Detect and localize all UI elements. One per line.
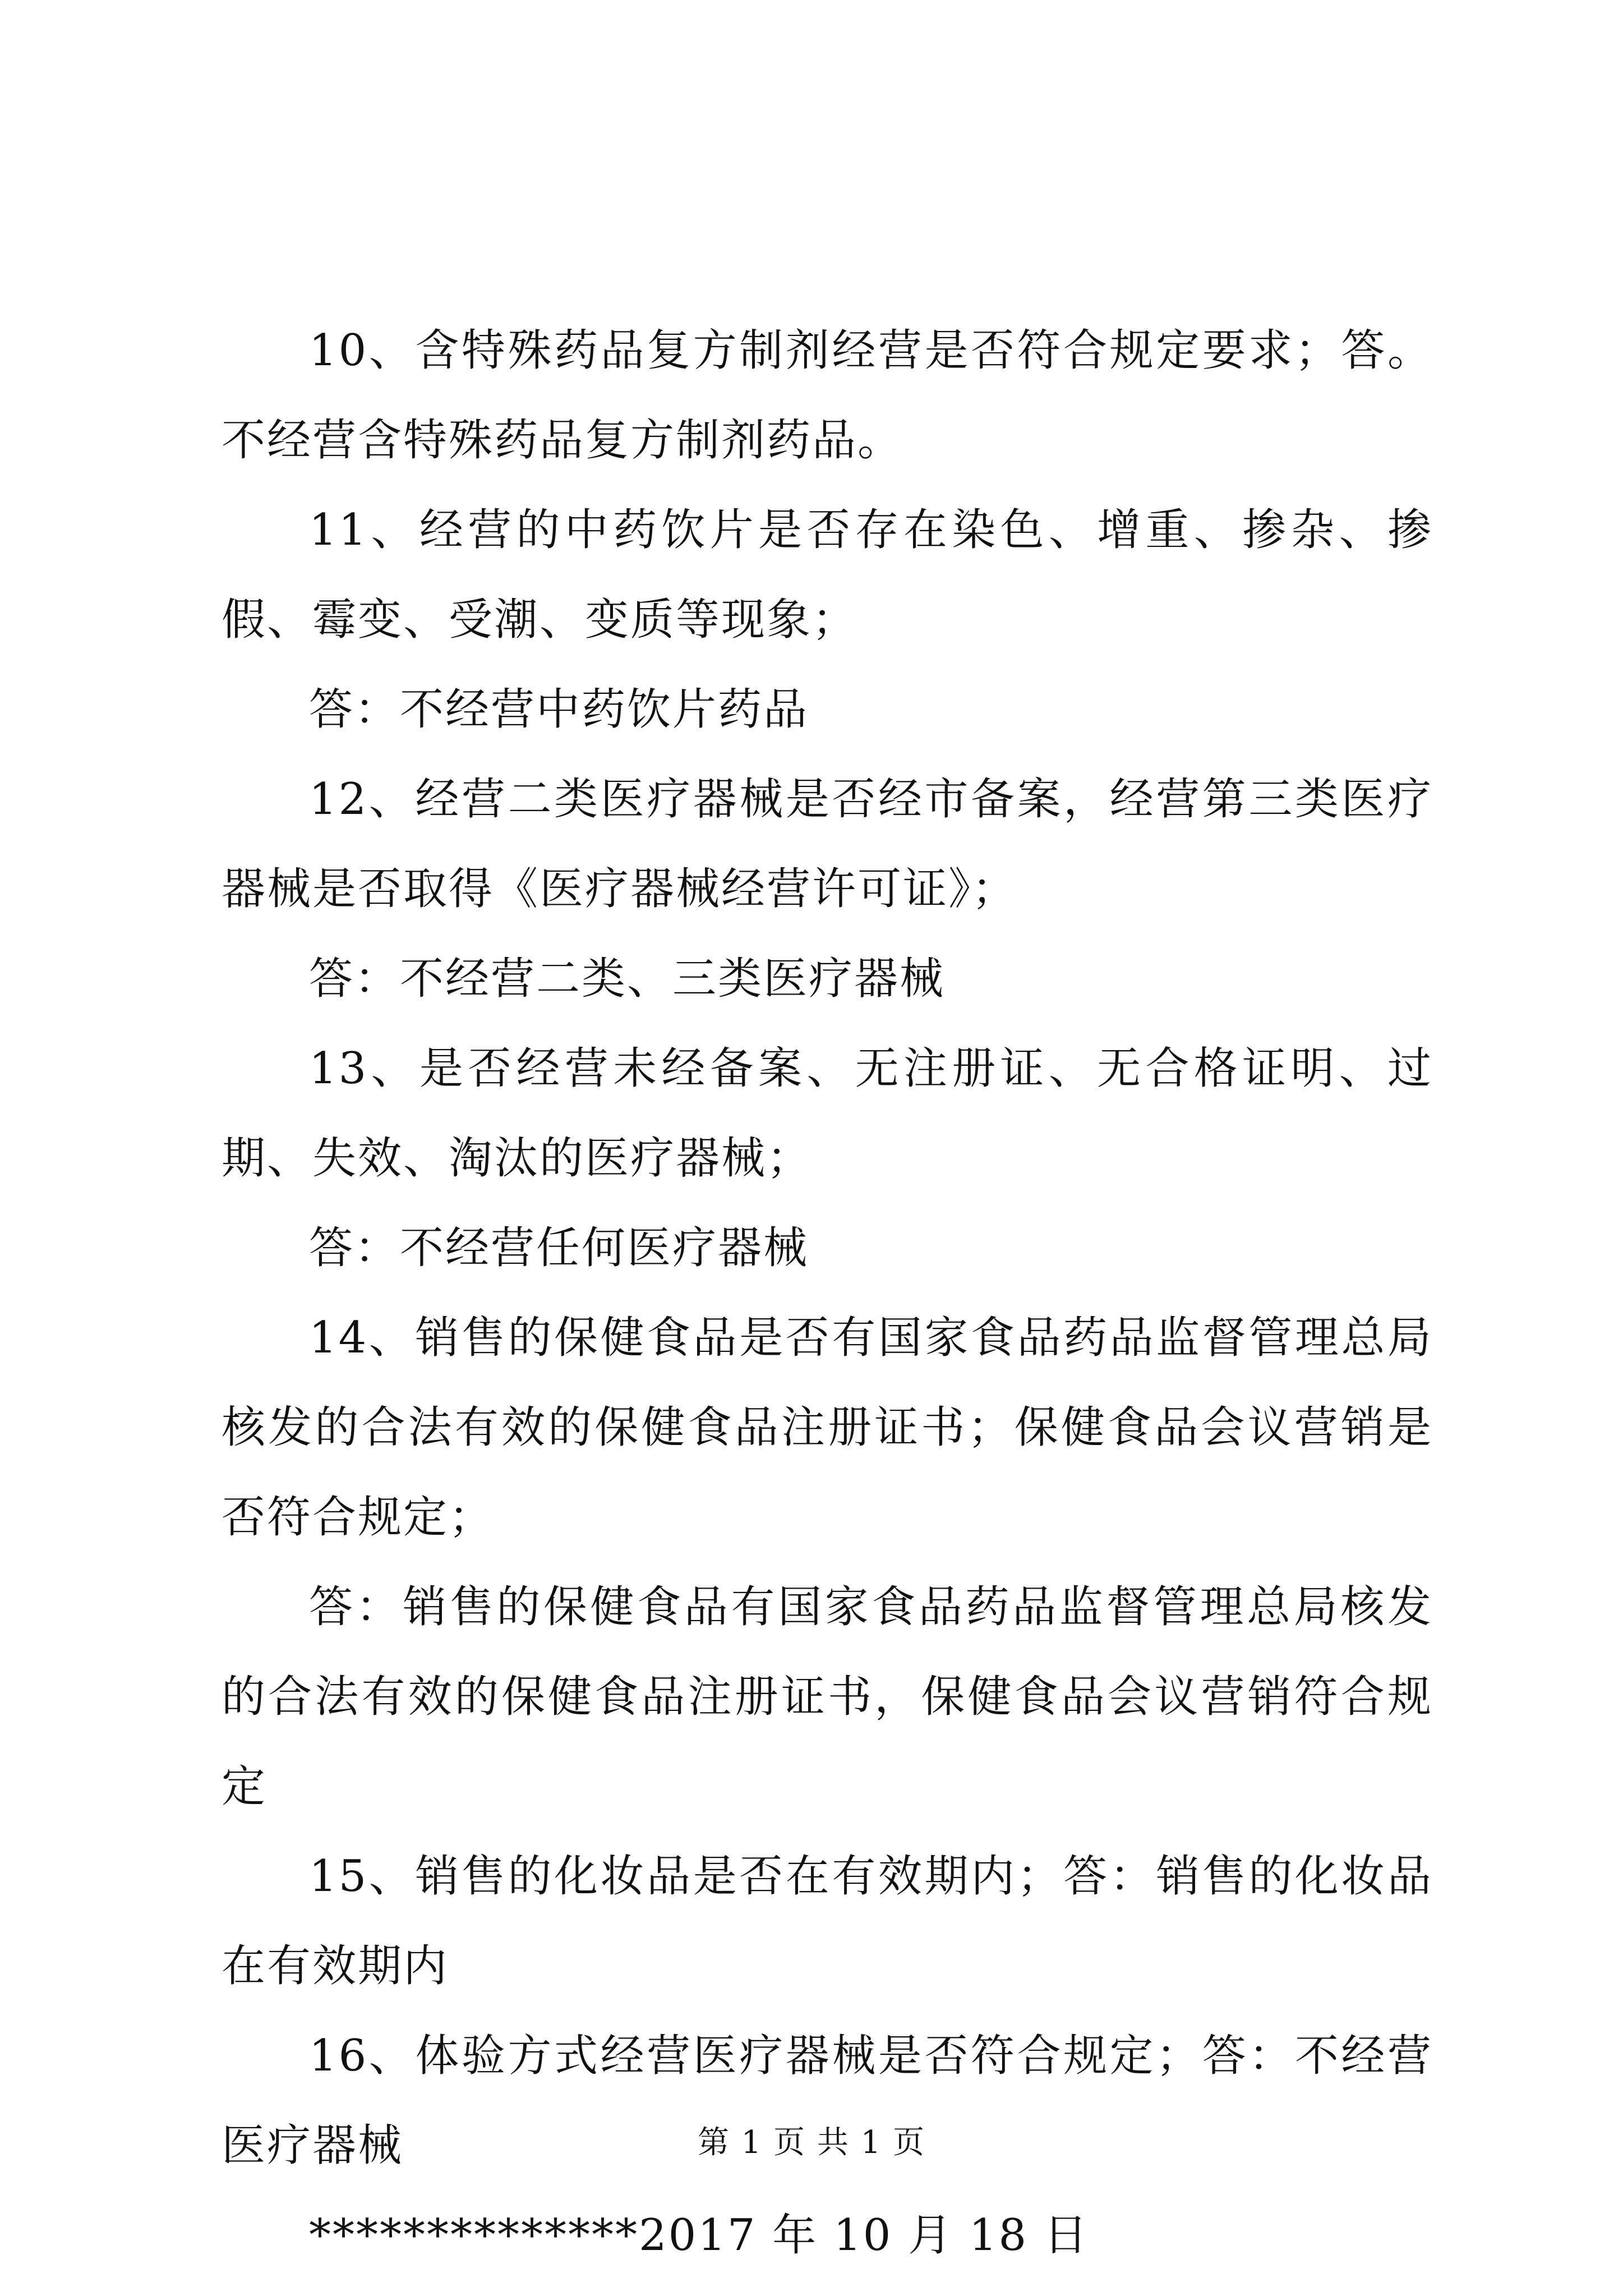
answer-item-12: 答：不经营二类、三类医疗器械 xyxy=(309,954,946,1004)
answer-item-14: 答：销售的保健食品有国家食品药品监督管理总局核发的合法有效的保健食品注册证书，保健食品会议营销符合规定 xyxy=(222,1582,1433,1812)
answer-item-11: 答：不经营中药饮片药品 xyxy=(309,684,809,735)
document-body xyxy=(222,306,1433,2280)
paragraph-item-10: 10、含特殊药品复方制剂经营是否符合规定要求；答。不经营含特殊药品复方制剂药品。 xyxy=(222,325,1433,466)
paragraph-item-12: 12、经营二类医疗器械是否经市备案，经营第三类医疗器械是否取得《医疗器械经营许可证》； xyxy=(222,774,1433,914)
signature-date: **************2017 年 10 月 18 日 xyxy=(309,2210,1089,2261)
page-footer: 第 1 页 共 1 页 xyxy=(697,2124,926,2161)
answer-item-13: 答：不经营任何医疗器械 xyxy=(309,1223,809,1273)
paragraph-item-16: 16、体验方式经营医疗器械是否符合规定；答：不经营医疗器械 xyxy=(222,2031,1433,2171)
paragraph-item-15: 15、销售的化妆品是否在有效期内；答：销售的化妆品在有效期内 xyxy=(222,1851,1433,1991)
paragraph-item-14: 14、销售的保健食品是否有国家食品药品监督管理总局核发的合法有效的保健食品注册证书；保健食品会议营销是否符合规定； xyxy=(222,1313,1433,1543)
paragraph-item-11: 11、经营的中药饮片是否存在染色、增重、掺杂、掺假、霉变、受潮、变质等现象； xyxy=(222,505,1433,645)
paragraph-item-13: 13、是否经营未经备案、无注册证、无合格证明、过期、失效、淘汰的医疗器械； xyxy=(222,1043,1433,1184)
